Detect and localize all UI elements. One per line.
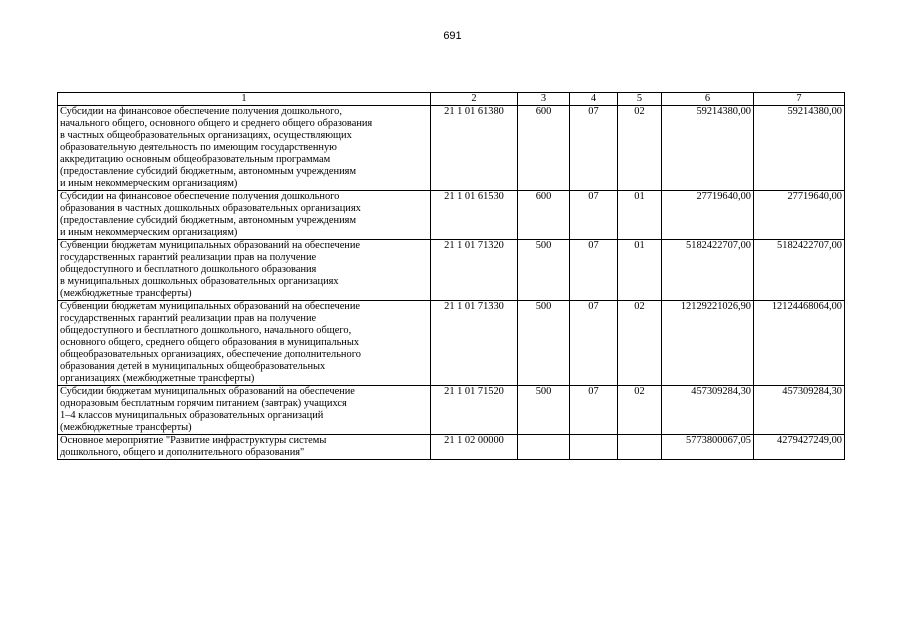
row-section: 07 (570, 106, 618, 191)
header-col-4: 4 (570, 93, 618, 106)
page-number: 691 (443, 30, 462, 42)
header-col-3: 3 (518, 93, 570, 106)
row-name: Субсидии на финансовое обеспечение получения дошкольного, начального общего, основного общего и среднего общего образования в частных общеобразовательных организациях, осуществляющих образовательную деятельность по имеющим государственную аккредитацию основным общеобразовательным программам (предоставление субсидий бюджетным, автономным учреждениям и иным некоммерческим организациям) (58, 106, 431, 191)
table-row (58, 301, 845, 386)
row-amount-col6: 12129221026,90 (662, 301, 754, 386)
table-row (58, 386, 845, 435)
row-code: 21 1 01 61380 (431, 106, 518, 191)
row-amount-col6: 5773800067,05 (662, 435, 754, 460)
table-row (58, 106, 845, 191)
row-subsection: 02 (618, 106, 662, 191)
row-code: 21 1 01 71520 (431, 386, 518, 435)
row-section (570, 435, 618, 460)
row-amount-col7: 457309284,30 (754, 386, 845, 435)
row-section: 07 (570, 386, 618, 435)
row-amount-col7: 27719640,00 (754, 191, 845, 240)
row-code: 21 1 01 71330 (431, 301, 518, 386)
table-row (58, 191, 845, 240)
table-row (58, 240, 845, 301)
row-amount-col7: 12124468064,00 (754, 301, 845, 386)
row-subsection: 02 (618, 386, 662, 435)
row-expense-type: 600 (518, 106, 570, 191)
row-name: Субвенции бюджетам муниципальных образований на обеспечение государственных гарантий реализации прав на получение общедоступного и бесплатного дошкольного, начального общего, основного общего, среднего общего образования в муниципальных общеобразовательных организациях, обеспечение дополнительного образования детей в муниципальных общеобразовательных организациях (межбюджетные трансферты) (58, 301, 431, 386)
row-name: Субсидии на финансовое обеспечение получения дошкольного образования в частных дошкольных образовательных организациях (предоставление субсидий бюджетным, автономным учреждениям и иным некоммерческим организациям) (58, 191, 431, 240)
row-amount-col7: 59214380,00 (754, 106, 845, 191)
row-code: 21 1 01 71320 (431, 240, 518, 301)
row-code: 21 1 02 00000 (431, 435, 518, 460)
row-subsection: 02 (618, 301, 662, 386)
row-expense-type: 500 (518, 386, 570, 435)
header-col-2: 2 (431, 93, 518, 106)
row-amount-col7: 5182422707,00 (754, 240, 845, 301)
budget-table (57, 92, 845, 460)
header-row (58, 93, 845, 106)
header-col-1: 1 (58, 93, 431, 106)
row-expense-type (518, 435, 570, 460)
row-amount-col7: 4279427249,00 (754, 435, 845, 460)
row-expense-type: 600 (518, 191, 570, 240)
row-amount-col6: 27719640,00 (662, 191, 754, 240)
row-name: Основное мероприятие "Развитие инфраструктуры системы дошкольного, общего и дополнительного образования" (58, 435, 431, 460)
row-name: Субсидии бюджетам муниципальных образований на обеспечение одноразовым бесплатным горячим питанием (завтрак) учащихся 1–4 классов муниципальных образовательных организаций (межбюджетные трансферты) (58, 386, 431, 435)
row-subsection (618, 435, 662, 460)
header-col-6: 6 (662, 93, 754, 106)
header-col-5: 5 (618, 93, 662, 106)
header-col-7: 7 (754, 93, 845, 106)
row-code: 21 1 01 61530 (431, 191, 518, 240)
row-section: 07 (570, 240, 618, 301)
row-subsection: 01 (618, 240, 662, 301)
row-name: Субвенции бюджетам муниципальных образований на обеспечение государственных гарантий реализации прав на получение общедоступного и бесплатного дошкольного образования в муниципальных дошкольных образовательных организациях (межбюджетные трансферты) (58, 240, 431, 301)
row-amount-col6: 457309284,30 (662, 386, 754, 435)
row-section: 07 (570, 301, 618, 386)
row-amount-col6: 59214380,00 (662, 106, 754, 191)
table-row (58, 435, 845, 460)
row-subsection: 01 (618, 191, 662, 240)
row-expense-type: 500 (518, 301, 570, 386)
row-section: 07 (570, 191, 618, 240)
row-expense-type: 500 (518, 240, 570, 301)
row-amount-col6: 5182422707,00 (662, 240, 754, 301)
